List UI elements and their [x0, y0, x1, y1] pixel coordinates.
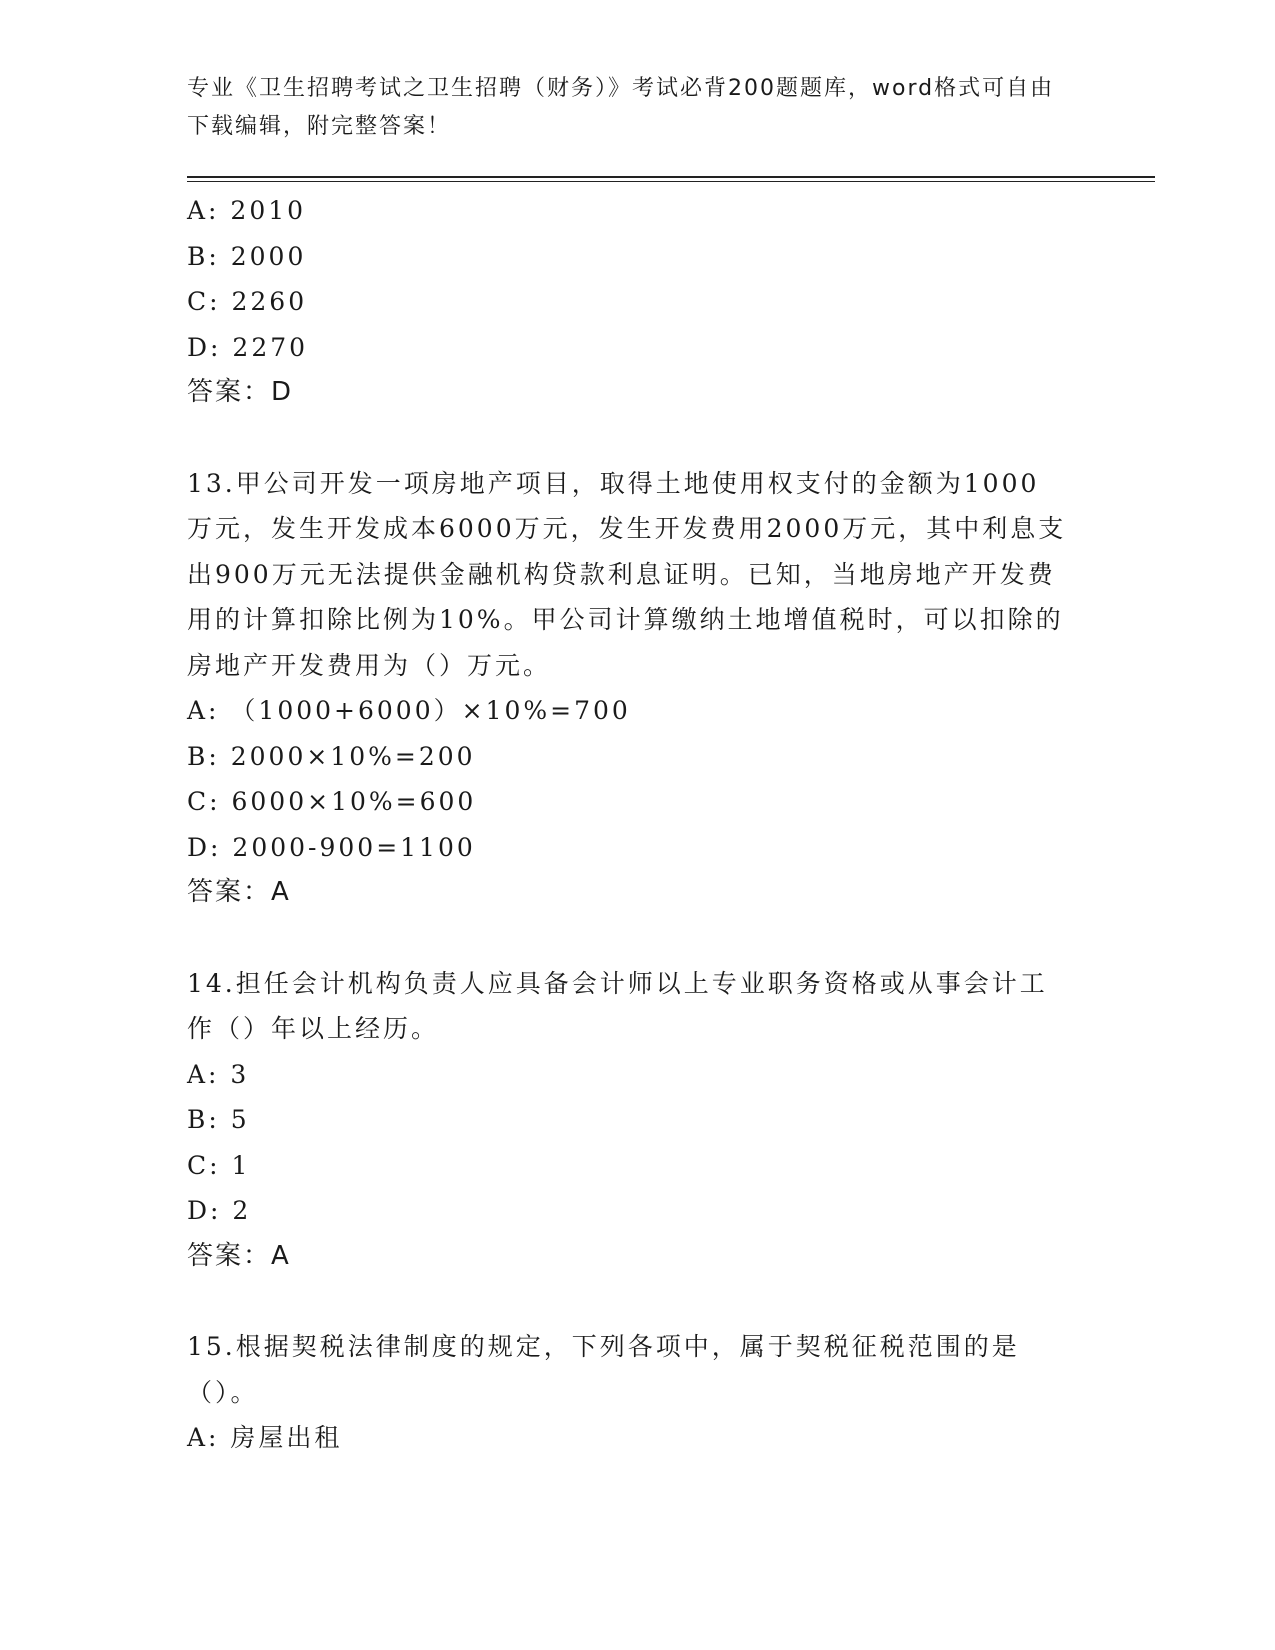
- option-c: C: 1: [187, 1150, 251, 1180]
- option-a: A: （1000+6000）×10%=700: [187, 696, 631, 725]
- option-b: B: 5: [187, 1105, 250, 1134]
- question-block: [187, 961, 1147, 1280]
- document-header: 专业《卫生招聘考试之卫生招聘（财务）》考试必背200题题库，word格式可自由下载编辑，附完整答案！: [187, 76, 1055, 139]
- option-d: D: 2: [187, 1196, 252, 1225]
- option-b: B: 2000×10%=200: [187, 741, 476, 771]
- option-c: C: 2260: [187, 287, 308, 316]
- option-d: D: 2000-900=1100: [187, 832, 476, 862]
- answer-line: 答案：A: [187, 1240, 291, 1271]
- option-b: B: 2000: [187, 241, 307, 271]
- question-text: 14.担任会计机构负责人应具备会计师以上专业职务资格或从事会计工作（）年以上经历。: [187, 968, 1048, 1043]
- option-c: C: 6000×10%=600: [187, 787, 477, 816]
- answer-line: 答案：A: [187, 877, 291, 907]
- option-a: A: 3: [187, 1059, 250, 1089]
- option-a: A: 房屋出租: [187, 1423, 343, 1452]
- option-a: A: 2010: [187, 196, 307, 225]
- question-block: [187, 1324, 1147, 1461]
- option-d: D: 2270: [187, 332, 309, 362]
- header-divider: [187, 176, 1155, 182]
- answer-line: 答案：D: [187, 377, 294, 407]
- question-block: [187, 461, 1147, 916]
- question-text: 13.甲公司开发一项房地产项目，取得土地使用权支付的金额为1000万元，发生开发成本6000万元，发生开发费用2000万元，其中利息支出900万元无法提供金融机构贷款利息证明。已知，当地房地产开发费用的计算扣除比例为10%。甲公司计算缴纳土地增值税时，可以扣除的房地产开发费用为（）万元。: [187, 468, 1067, 680]
- document-page: [187, 70, 1147, 1461]
- question-text: 15.根据契税法律制度的规定，下列各项中，属于契税征税范围的是（）。: [187, 1332, 1020, 1407]
- question-block: [187, 188, 1147, 416]
